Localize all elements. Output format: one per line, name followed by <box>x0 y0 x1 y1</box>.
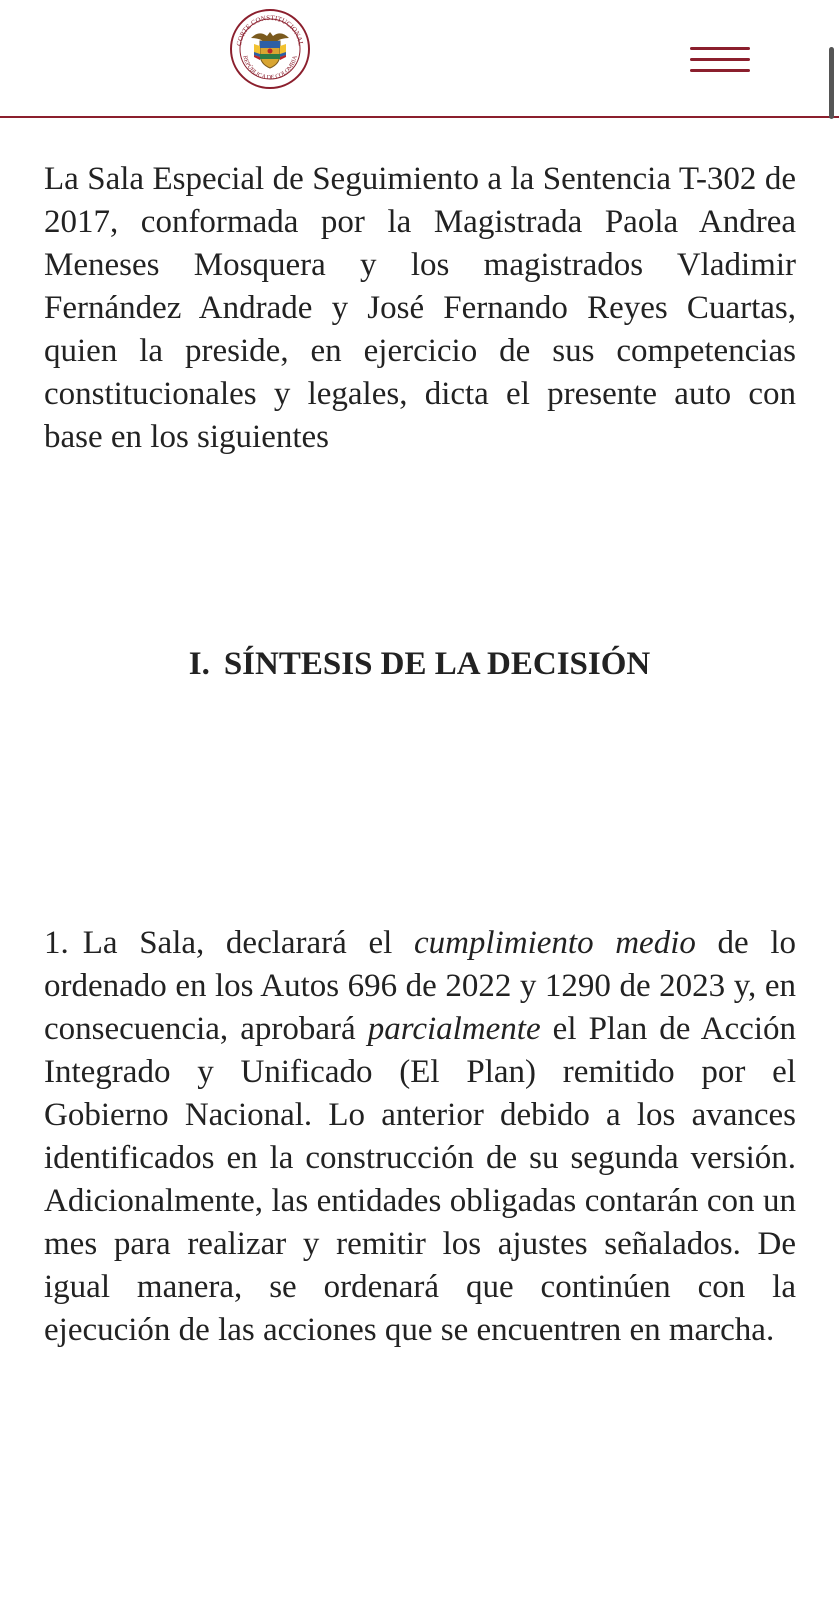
paragraph-1-block <box>44 922 796 1352</box>
paragraph-1-text-c: el Plan de Acción Integrado y Unificado (El Plan) remitido por el Gobierno Nacional. Lo anterior debido a los avances identificados en la construcción de su segunda versión. Adicionalmente, las entidades obligadas contarán con un mes para realizar y remitir los ajustes señalados. De igual manera, se ordenará que continúen con la ejecución de las acciones que se encuentren en marcha. <box>44 1011 796 1348</box>
section-number: I. <box>188 646 210 682</box>
scrollbar-thumb[interactable] <box>829 47 834 119</box>
seal-text-top: CORTE CONSTITUCIONAL <box>235 13 305 47</box>
menu-bar-middle <box>690 58 750 61</box>
paragraph-1-text-b: de lo ordenado en los Autos 696 de 2022 y 1290 de 2023 y, en consecuencia, aprobará <box>44 925 796 1047</box>
menu-bar-bottom <box>690 69 750 72</box>
paragraph-number: 1. <box>44 925 69 961</box>
paragraph-1-text-a: La Sala, declarará el <box>82 925 414 961</box>
corte-constitucional-seal-icon[interactable] <box>229 8 311 90</box>
menu-bar-top <box>690 47 750 50</box>
intro-paragraph: La Sala Especial de Seguimiento a la Sentencia T-302 de 2017, conformada por la Magistrada Paola Andrea Meneses Mosquera y los magistrados Vladimir Fernández Andrade y José Fernando Reyes Cuartas, quien la preside, en ejercicio de sus competencias constitucionales y legales, dicta el presente auto con base en los siguientes <box>44 161 796 455</box>
paragraph-1 <box>44 922 796 1352</box>
emphasis-parcialmente: parcialmente <box>367 1011 541 1047</box>
section-title: SÍNTESIS DE LA DECISIÓN <box>223 646 651 682</box>
site-header <box>0 0 839 118</box>
seal-text-bottom: REPÚBLICA DE COLOMBIA <box>241 55 299 82</box>
hamburger-menu-icon[interactable] <box>690 44 750 78</box>
intro-block <box>44 158 796 459</box>
section-heading <box>0 644 839 684</box>
emphasis-cumplimiento-medio: cumplimiento medio <box>413 925 696 961</box>
